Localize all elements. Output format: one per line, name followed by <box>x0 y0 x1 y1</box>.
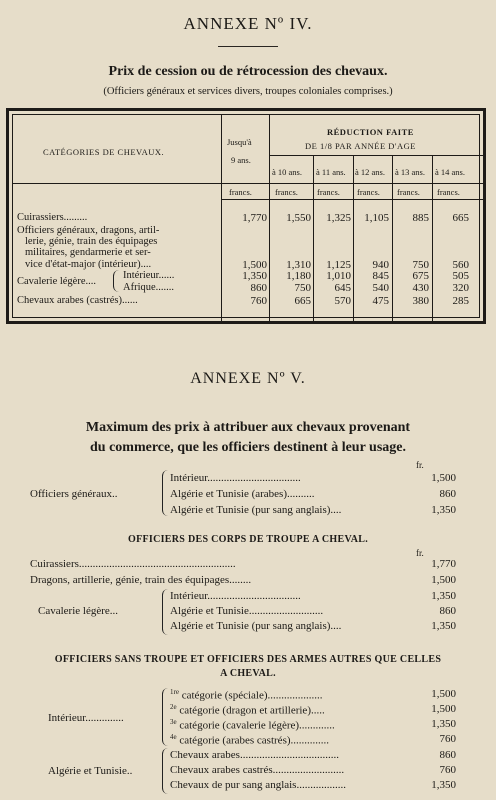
cell: 885 <box>412 212 429 224</box>
item-value: 1,500 <box>431 688 456 700</box>
cell: 1,770 <box>242 212 267 224</box>
cell: 1,325 <box>326 212 351 224</box>
cell: 675 <box>412 270 429 282</box>
unit-francs: francs. <box>437 187 460 197</box>
cell: 1,125 <box>326 259 351 271</box>
annex4-title: ANNEXE Nº IV. <box>183 14 313 33</box>
row-label-afrique: Afrique....... <box>123 282 175 293</box>
annex4-heading: Prix de cession ou de rétrocession des chevaux. <box>108 64 388 79</box>
item-value: 1,500 <box>431 472 456 484</box>
annex5-heading-1: Maximum des prix à attribuer aux chevaux provenant <box>85 420 411 435</box>
item-label: $^{4e}$ catégorie (arabes castrés).............. <box>170 733 330 747</box>
cell: 665 <box>294 295 311 307</box>
row-label-arabes: Chevaux arabes (castrés)...... <box>17 295 138 306</box>
cell: 645 <box>334 282 351 294</box>
item-label: Intérieur.................................. <box>170 472 301 484</box>
item-label: Algérie et Tunisie (arabes).......... <box>170 488 315 500</box>
row-label-officiers: Officiers généraux, dragons, artil- <box>17 225 160 236</box>
annex5-title: ANNEXE Nº V. <box>190 370 306 387</box>
item-label: $^{2e}$ catégorie (dragon et artillerie)..... <box>170 703 325 717</box>
annex4-table <box>6 108 486 324</box>
col-reduction-header-2: DE 1/8 PAR ANNÉE D'AGE <box>305 141 416 151</box>
cell: 760 <box>250 295 267 307</box>
age-col-14: à 14 ans. <box>435 167 465 177</box>
item-value: 1,500 <box>431 703 456 715</box>
unit-francs: francs. <box>397 187 420 197</box>
item-value: 1,350 <box>431 590 456 602</box>
item-value: 760 <box>439 764 456 776</box>
cell: 285 <box>452 295 469 307</box>
age-col-10: à 10 ans. <box>272 167 302 177</box>
unit-francs: francs. <box>317 187 340 197</box>
row-label-officiers: vice d'état-major (intérieur).... <box>25 259 152 270</box>
cell: 750 <box>294 282 311 294</box>
cell: 750 <box>412 259 429 271</box>
cell: 1,105 <box>364 212 389 224</box>
cell: 570 <box>334 295 351 307</box>
item-dragons: Dragons, artillerie, génie, train des équipages........ <box>30 574 252 586</box>
cell: 860 <box>250 282 267 294</box>
section2-title: OFFICIERS DES CORPS DE TROUPE A CHEVAL. <box>128 534 368 545</box>
age-col-13: à 13 ans. <box>395 167 425 177</box>
cell: 1,010 <box>326 270 351 282</box>
cell: 1,310 <box>286 259 311 271</box>
item-value: 1,500 <box>431 574 456 586</box>
item-cuirassiers: Cuirassiers......................................................... <box>30 558 236 570</box>
cell: 845 <box>372 270 389 282</box>
cell: 1,180 <box>286 270 311 282</box>
item-value: 860 <box>439 605 456 617</box>
item-label: Chevaux de pur sang anglais.................. <box>170 779 346 791</box>
title-rule <box>218 46 278 47</box>
cell: 475 <box>372 295 389 307</box>
unit-fr: fr. <box>416 548 424 558</box>
item-label: Chevaux arabes castrés.......................... <box>170 764 345 776</box>
cell: 560 <box>452 259 469 271</box>
item-value: 1,350 <box>431 718 456 730</box>
cell: 1,500 <box>242 259 267 271</box>
item-value: 860 <box>439 488 456 500</box>
cell: 665 <box>452 212 469 224</box>
cell: 320 <box>452 282 469 294</box>
row-label-cuirassiers: Cuirassiers......... <box>17 212 88 223</box>
cell: 430 <box>412 282 429 294</box>
item-label: Algérie et Tunisie (pur sang anglais).... <box>170 620 342 632</box>
item-value: 1,350 <box>431 779 456 791</box>
unit-francs: francs. <box>229 187 252 197</box>
cell: 1,350 <box>242 270 267 282</box>
item-value: 1,350 <box>431 504 456 516</box>
col-jusqua-header-2: 9 ans. <box>231 155 251 165</box>
row-label-officiers: lerie, génie, train des équipages <box>25 236 158 247</box>
row-group-cavalerie: Cavalerie légère.... <box>17 276 96 287</box>
row-label-officiers: militaires, gendarmerie et ser- <box>25 247 151 258</box>
section3-title-2: A CHEVAL. <box>220 668 276 679</box>
col-jusqua-header: Jusqu'à <box>227 137 252 147</box>
section3-title-1: OFFICIERS SANS TROUPE ET OFFICIERS DES ARMES AUTRES QUE CELLES <box>54 654 442 665</box>
item-value: 1,350 <box>431 620 456 632</box>
unit-francs: francs. <box>357 187 380 197</box>
cell: 380 <box>412 295 429 307</box>
cell: 505 <box>452 270 469 282</box>
group-cavalerie-legere: Cavalerie légère... <box>38 605 119 617</box>
group-officiers-generaux: Officiers généraux.. <box>30 488 118 500</box>
item-value: 760 <box>439 733 456 745</box>
age-col-12: à 12 ans. <box>355 167 385 177</box>
group-interieur: Intérieur.............. <box>48 712 124 724</box>
age-col-11: à 11 ans. <box>316 167 346 177</box>
unit-fr: fr. <box>416 460 424 470</box>
cell: 540 <box>372 282 389 294</box>
item-label: Intérieur.................................. <box>170 590 301 602</box>
item-label: $^{3e}$ catégorie (cavalerie légère)............. <box>170 718 335 732</box>
cell: 1,550 <box>286 212 311 224</box>
group-algerie: Algérie et Tunisie.. <box>48 765 133 777</box>
item-value: 1,770 <box>431 558 456 570</box>
item-label: Chevaux arabes.................................... <box>170 749 339 761</box>
item-label: Algérie et Tunisie (pur sang anglais).... <box>170 504 342 516</box>
row-label-interieur: Intérieur...... <box>123 270 175 281</box>
annex4-subheading: (Officiers généraux et services divers, troupes coloniales comprises.) <box>103 86 393 97</box>
unit-francs: francs. <box>275 187 298 197</box>
col-category-header: CATÉGORIES DE CHEVAUX. <box>43 147 165 157</box>
item-value: 860 <box>439 749 456 761</box>
cell: 940 <box>372 259 389 271</box>
item-label: Algérie et Tunisie........................... <box>170 605 324 617</box>
annex5-heading-2: du commerce, que les officiers destinent à leur usage. <box>90 440 406 455</box>
col-reduction-header: RÉDUCTION FAITE <box>327 127 414 137</box>
item-label: $^{1re}$ catégorie (spéciale).................... <box>170 688 323 702</box>
